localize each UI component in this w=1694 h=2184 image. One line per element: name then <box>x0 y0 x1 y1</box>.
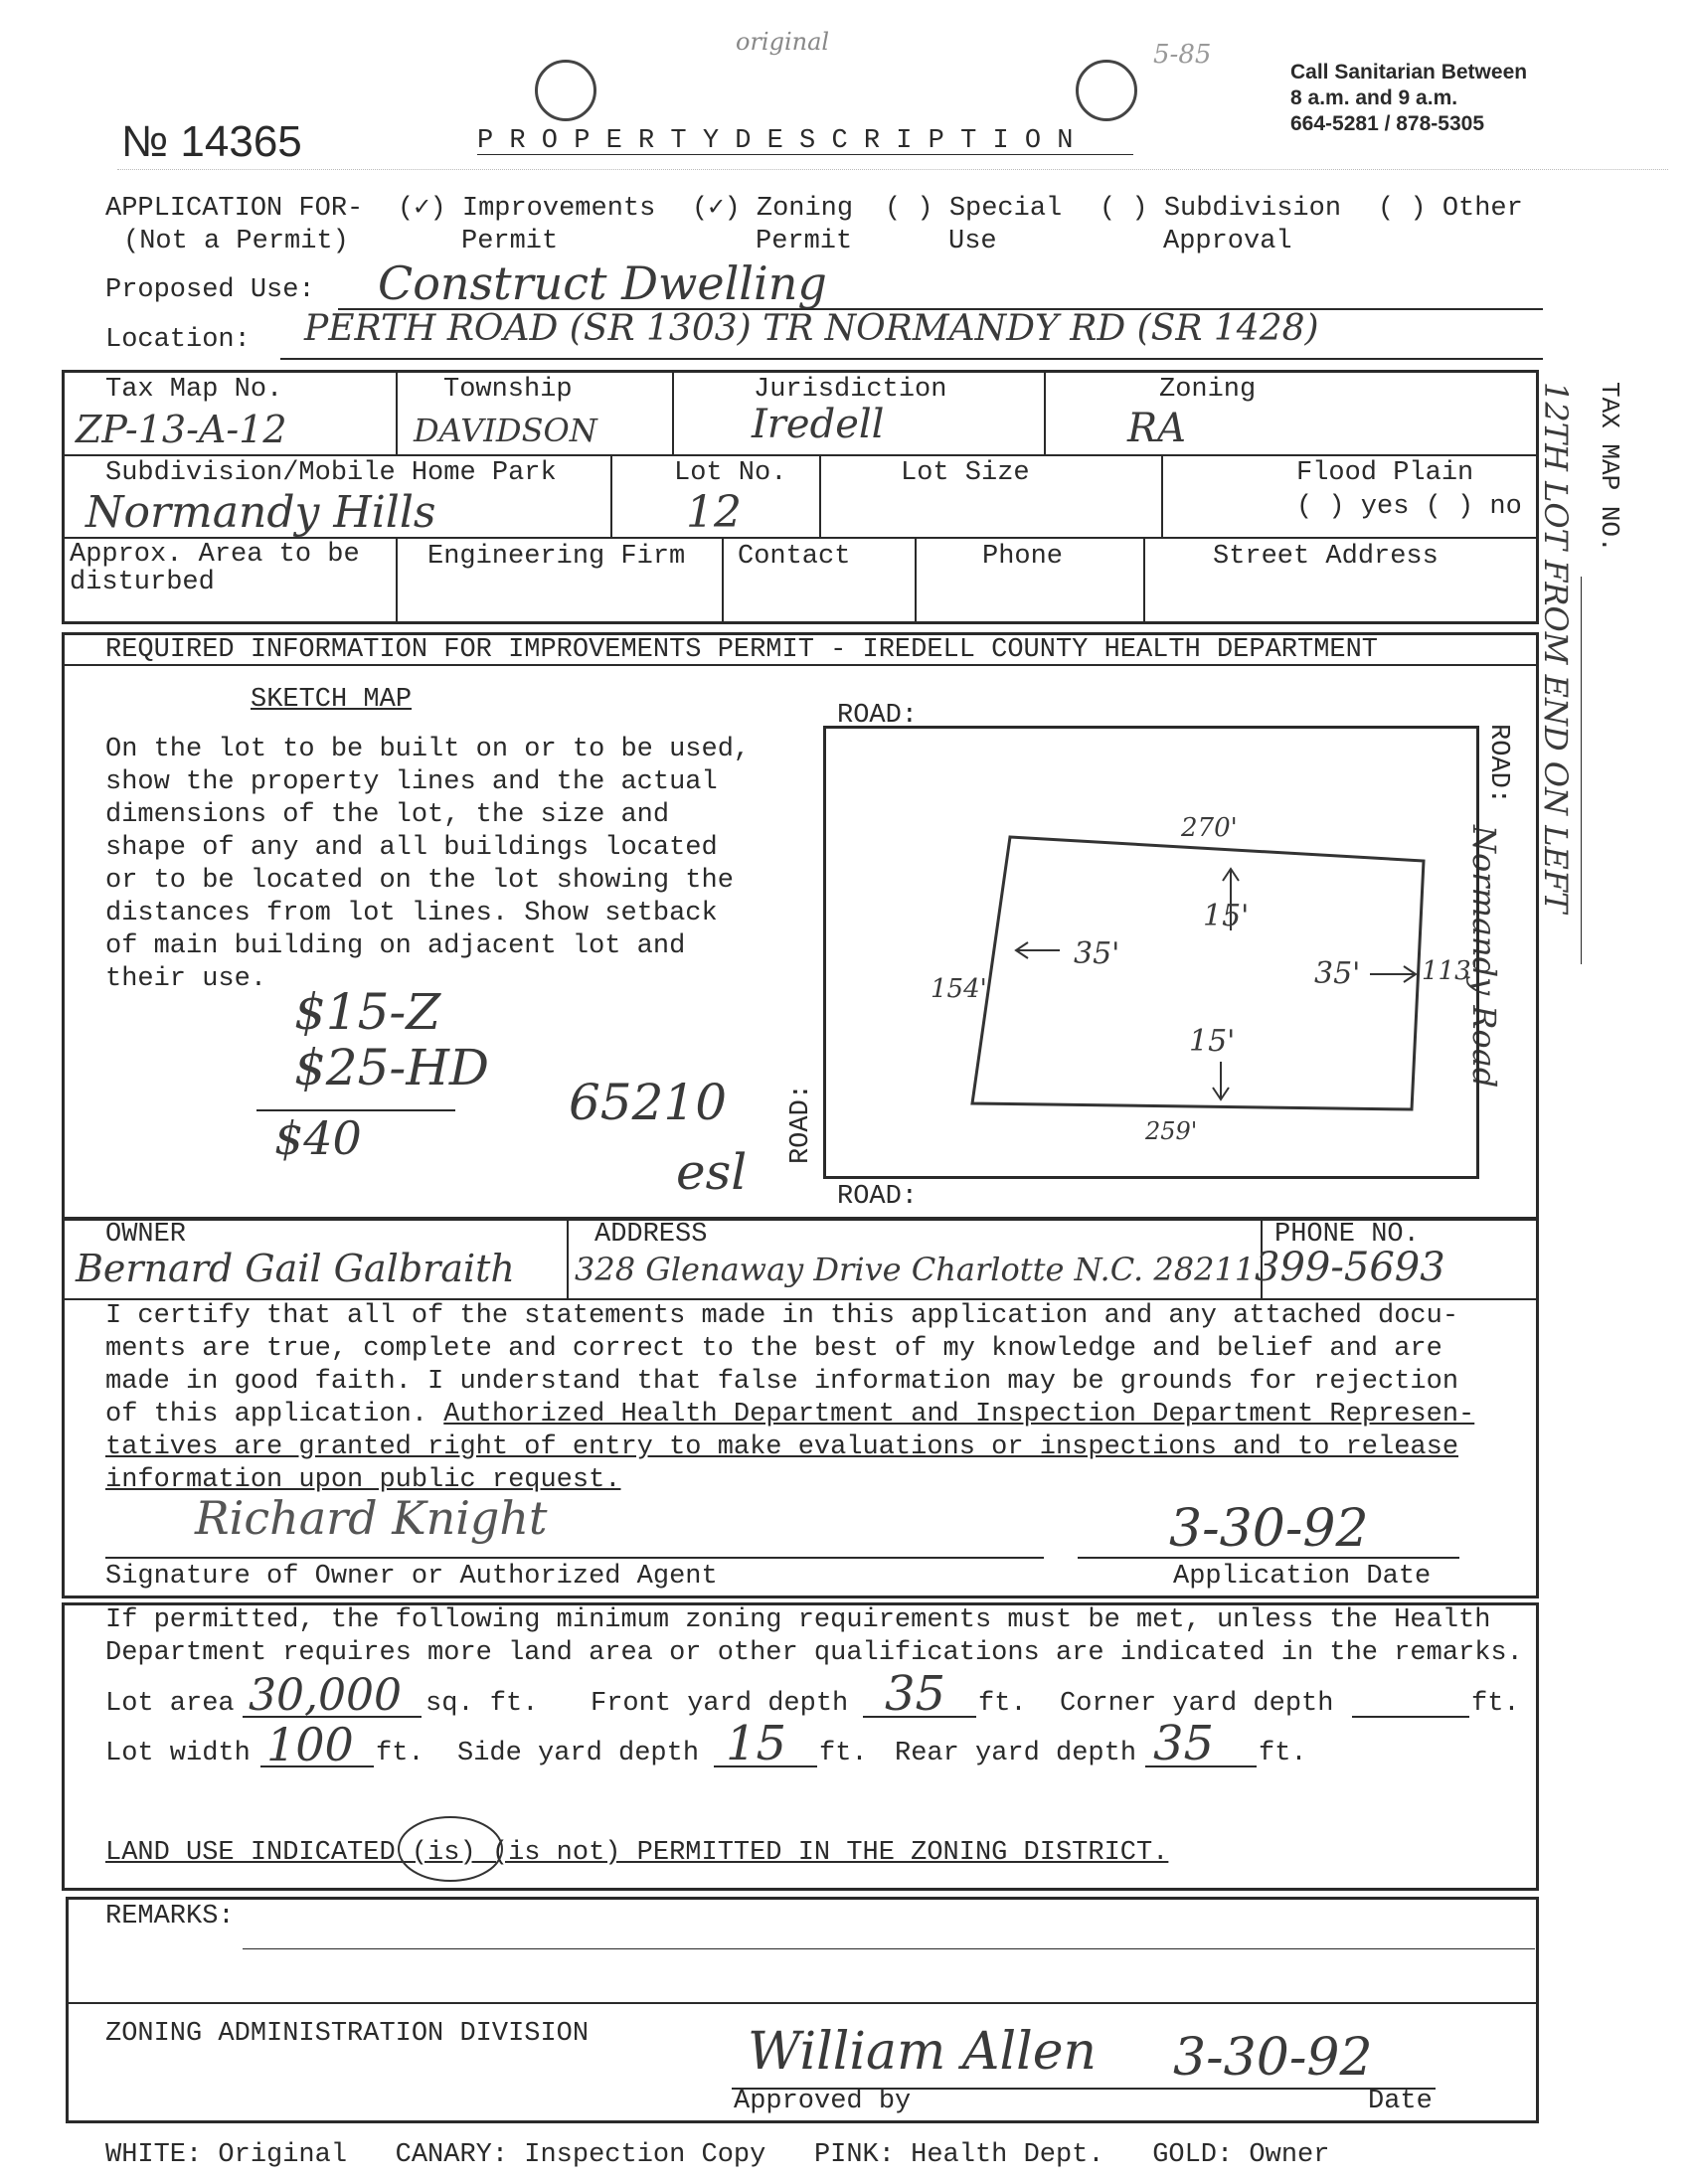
proposed-use-value[interactable]: Construct Dwelling <box>378 256 827 310</box>
footer-gold: GOLD: Owner <box>1152 2140 1330 2170</box>
engineering-firm-label: Engineering Firm <box>427 542 686 572</box>
phone-label: Phone <box>982 542 1064 572</box>
sanitarian-note: Call Sanitarian Between 8 a.m. and 9 a.m. 664-5281 / 878-5305 <box>1290 61 1528 135</box>
zoning-label: Zoning <box>1159 375 1257 405</box>
area-disturbed-label: Approx. Area to be disturbed <box>70 540 360 597</box>
option-special-use[interactable]: ( ) Special Use <box>885 194 1063 256</box>
proposed-use-label: Proposed Use: <box>105 275 315 305</box>
lot-no-label: Lot No. <box>674 458 787 488</box>
front-yard-label: Front yard depth <box>591 1689 849 1719</box>
front-ft: ft. <box>978 1689 1027 1719</box>
row3-div-2 <box>722 537 724 624</box>
option-zoning[interactable]: (✓) Zoning Permit <box>692 194 854 256</box>
setback-rear: 15' <box>1189 1024 1236 1059</box>
option-improvements[interactable]: (✓) Improvements Permit <box>398 194 656 256</box>
clerk-initials: esl <box>676 1143 748 1201</box>
subdivision-value[interactable]: Normandy Hills <box>85 487 436 538</box>
signature-label: Signature of Owner or Authorized Agent <box>105 1562 718 1592</box>
signature-line <box>105 1557 1044 1559</box>
side-ft: ft. <box>819 1739 868 1768</box>
street-address-label: Street Address <box>1213 542 1439 572</box>
dim-bottom: 259' <box>1145 1117 1198 1145</box>
receipt-number: 65210 <box>569 1074 728 1131</box>
owner-signature[interactable]: Richard Knight <box>195 1491 548 1545</box>
front-yard-line <box>863 1716 976 1718</box>
side-yard-value[interactable]: 15 <box>726 1716 787 1771</box>
setback-left: 35' <box>1074 936 1120 971</box>
fee-notes: $15-Z $25-HD <box>294 983 490 1096</box>
address-value[interactable]: 328 Glenaway Drive Charlotte N.C. 28211 <box>575 1251 1256 1288</box>
row3-div-3 <box>915 537 917 624</box>
remarks-divider <box>66 2002 1539 2004</box>
lot-width-value[interactable]: 100 <box>266 1718 354 1771</box>
road-label-right: ROAD: <box>1483 724 1513 805</box>
form-number: № 14365 <box>121 117 302 166</box>
remarks-line-1 <box>243 1948 1535 1949</box>
road-label-left: ROAD: <box>786 1084 816 1165</box>
option-other[interactable]: ( ) Other <box>1378 194 1523 224</box>
land-use-statement: LAND USE INDICATED (is) (is not) PERMITTED IN THE ZONING DISTRICT. <box>105 1838 1169 1868</box>
zoning-value[interactable]: RA <box>1127 406 1187 451</box>
phone-no-label: PHONE NO. <box>1274 1220 1420 1250</box>
page-title: P R O P E R T Y D E S C R I P T I O N <box>477 126 1074 156</box>
date-line <box>1078 1557 1459 1559</box>
fee-total: $40 <box>274 1111 362 1165</box>
township-value[interactable]: DAVIDSON <box>414 412 597 449</box>
tax-map-side-note: 12TH LOT FROM END ON LEFT <box>1537 382 1575 914</box>
row1-div-1 <box>396 370 398 455</box>
zoning-intro: If permitted, the following minimum zoning requirements must be met, unless the Health Department requires more land area or other qualifications are indicated in the remarks. <box>105 1605 1523 1668</box>
dim-top: 270' <box>1181 813 1238 843</box>
lot-no-value[interactable]: 12 <box>686 487 742 538</box>
tax-map-side-label: TAX MAP NO. <box>1595 382 1624 553</box>
dim-right: 113' <box>1422 956 1478 986</box>
application-date-value[interactable]: 3-30-92 <box>1169 1499 1369 1559</box>
setback-right: 35' <box>1314 956 1361 991</box>
location-value[interactable]: PERTH ROAD (SR 1303) TR NORMANDY RD (SR 1428) <box>304 308 1319 349</box>
footer-white: WHITE: Original <box>105 2140 348 2170</box>
row1-div-2 <box>672 370 674 455</box>
title-underline <box>477 154 1133 155</box>
corner-yard-label: Corner yard depth <box>1060 1689 1334 1719</box>
owner-div-1 <box>567 1217 569 1298</box>
header-dotted-rule <box>117 169 1668 170</box>
owner-value[interactable]: Bernard Gail Galbraith <box>76 1247 515 1290</box>
corner-ft: ft. <box>1471 1689 1520 1719</box>
remarks-label: REMARKS: <box>105 1902 235 1932</box>
front-yard-value[interactable]: 35 <box>885 1666 946 1722</box>
sqft-label: sq. ft. <box>425 1689 539 1719</box>
is-circle-mark <box>394 1811 507 1887</box>
jurisdiction-value[interactable]: Iredell <box>752 402 885 447</box>
side-yard-line <box>714 1765 817 1767</box>
side-note-rule <box>1581 577 1582 964</box>
owner-label: OWNER <box>105 1220 187 1250</box>
punch-hole-right <box>1076 60 1137 121</box>
lot-width-label: Lot width <box>105 1739 251 1768</box>
corner-yard-line <box>1352 1716 1469 1718</box>
row2-div-1 <box>610 454 612 538</box>
top-scrawl: 5-85 <box>1153 40 1212 70</box>
address-label: ADDRESS <box>594 1220 708 1250</box>
phone-no-value[interactable]: 399-5693 <box>1255 1245 1445 1290</box>
sketch-map-title: SKETCH MAP <box>251 685 413 715</box>
application-for-label: APPLICATION FOR- (Not a Permit) <box>105 194 364 256</box>
subdivision-label: Subdivision/Mobile Home Park <box>105 458 557 488</box>
footer-copies <box>105 2139 1329 2172</box>
required-info-banner: REQUIRED INFORMATION FOR IMPROVEMENTS PERMIT - IREDELL COUNTY HEALTH DEPARTMENT <box>105 635 1379 665</box>
row2-div-3 <box>1161 454 1163 538</box>
jurisdiction-label: Jurisdiction <box>754 375 947 405</box>
road-label-top: ROAD: <box>837 701 919 731</box>
lot-area-label: Lot area <box>105 1689 235 1719</box>
option-subdivision[interactable]: ( ) Subdivision Approval <box>1100 194 1342 256</box>
rear-yard-value[interactable]: 35 <box>1153 1716 1215 1771</box>
punch-hole-left <box>535 60 596 121</box>
dim-left: 154' <box>931 974 987 1004</box>
zoning-admin-label: ZONING ADMINISTRATION DIVISION <box>105 2019 590 2049</box>
row3-div-4 <box>1143 537 1145 624</box>
rear-yard-line <box>1145 1765 1257 1767</box>
original-stamp: original <box>736 28 830 56</box>
approver-signature[interactable]: William Allen <box>748 2022 1097 2082</box>
sketch-drawing <box>823 726 1479 1179</box>
township-label: Township <box>443 375 573 405</box>
tax-map-value[interactable]: ZP-13-A-12 <box>76 408 287 451</box>
approval-date-value[interactable]: 3-30-92 <box>1173 2028 1373 2088</box>
footer-canary: CANARY: Inspection Copy <box>395 2140 766 2170</box>
road-right-name: Normandy Road <box>1465 825 1503 1089</box>
footer-pink: PINK: Health Dept. <box>813 2140 1104 2170</box>
flood-plain-options[interactable]: ( ) yes ( ) no <box>1296 492 1522 522</box>
rear-yard-label: Rear yard depth <box>895 1739 1137 1768</box>
lot-width-line <box>260 1765 374 1767</box>
row1-div-3 <box>1044 370 1046 455</box>
contact-label: Contact <box>738 542 851 572</box>
info-row-divider-1 <box>62 454 1539 456</box>
approved-by-label: Approved by <box>734 2087 912 2116</box>
location-line <box>280 358 1543 360</box>
lot-area-value[interactable]: 30,000 <box>249 1670 402 1721</box>
road-label-bottom: ROAD: <box>837 1182 919 1212</box>
rear-ft: ft. <box>1259 1739 1307 1768</box>
approval-date-label: Date <box>1368 2087 1433 2116</box>
setback-front: 15' <box>1203 899 1250 933</box>
row3-div-1 <box>396 537 398 624</box>
sketch-instructions: On the lot to be built on or to be used, show the property lines and the actual dimensions of the lot, the size and shape of any and all buildings located or to be located on the lot showing the distances from lot lines. Show setback of main building on adjacent lot and their use. <box>105 735 751 994</box>
tax-map-label: Tax Map No. <box>105 375 283 405</box>
lot-width-ft: ft. <box>376 1739 424 1768</box>
location-label: Location: <box>105 325 251 355</box>
certification-text: I certify that all of the statements made in this application and any attached docu- ments are true, complete and correct to the best of my knowledge and belief and are made in good faith. I understand that false information may be grounds for rejection of this application. Authorized Health Department and Inspection Department Represen- tatives are granted right of entry to make evaluations or inspections and to release information upon public request. <box>105 1301 1475 1495</box>
lot-size-label: Lot Size <box>901 458 1030 488</box>
side-yard-label: Side yard depth <box>457 1739 700 1768</box>
row2-div-2 <box>819 454 821 538</box>
application-date-label: Application Date <box>1173 1562 1432 1592</box>
flood-plain-label: Flood Plain <box>1296 458 1474 488</box>
